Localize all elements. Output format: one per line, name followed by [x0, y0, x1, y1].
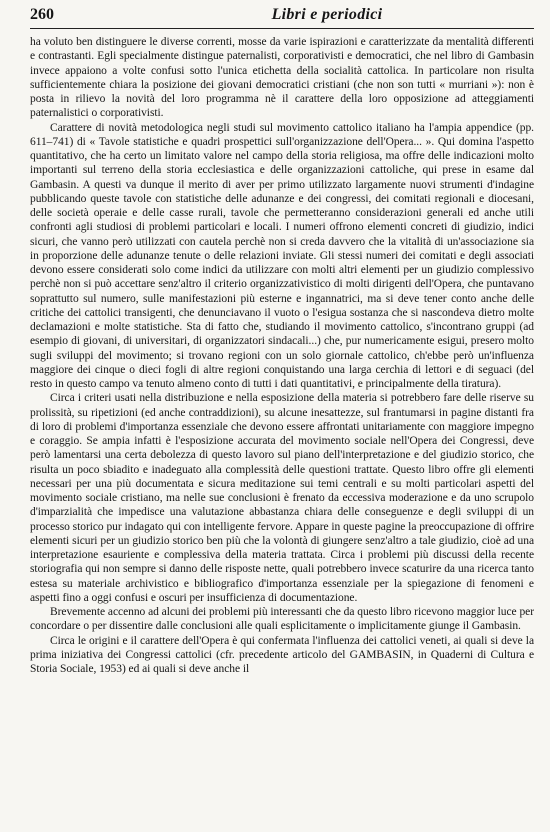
paragraph: Circa i criteri usati nella distribuzione e nella esposizione della materia si potrebbero fare delle riserve su prolissità, su ripetizioni (ed anche contraddizioni), su alcune inesattezze, sul frantumarsi in pagine distanti fra di loro di problemi d'importanza essenziale che devono essere affrontati unitariamente con maggiore impegno e coraggio. Se ampia infatti è l'esposizione accurata del movimento sociale nell'Opera dei Congressi, deve però lamentarsi una certa debolezza di questo lavoro sul piano dell'interpretazione e del giudizio storico, che risulta un poco sbiadito e inadeguato alla complessità delle questioni trattate. Questo libro offre gli elementi necessari per una più documentata e sicura meditazione sui temi centrali e su molti particolari aspetti del movimento sociale cristiano, ma nelle sue conclusioni è frenato da eccessiva moderazione e da uno scrupolo d'imparzialità che impedisce una valutazione abbastanza chiara delle conseguenze e degli sviluppi di un processo storico pur indagato qui con intelligente fervore. Appare in queste pagine la preoccupazione di offrire elementi sicuri per un giudizio storico ben più che la volontà di giungere senz'altro a tale giudizio, cioè ad una interpretazione esauriente e complessiva della materia trattata. Circa i problemi più discussi della recente storiografia qui non sempre si danno delle risposte nette, quali potrebbero invece scaturire da una ricerca tanto estesa su materiale archivistico e bibliografico d'importanza essenziale per la spiegazione di fenomeni e aspetti fino a oggi confusi e oscuri per insufficienza di documentazione. [30, 392, 534, 604]
running-title: Libri e periodici [271, 6, 383, 23]
body-text [30, 35, 534, 676]
paragraph: Brevemente accenno ad alcuni dei problemi più interessanti che da questo libro ricevono maggior luce per concordare o per dissentire dalle conclusioni alle quali esplicitamente o implicitamente giunge il Gambasin. [30, 606, 534, 633]
paragraph: ha voluto ben distinguere le diverse correnti, mosse da varie ispirazioni e caratterizzate da mentalità differenti e contrastanti. Egli specialmente distingue paternalisti, corporativisti e democratici, che nel libro di Gambasin invece appaiono a volte confusi sotto l'unica etichetta della socialità cattolica. In particolare non risulta sufficientemente chiara la posizione dei giovani democratici cristiani (che non son tutti « murriani »): non è posta in rilievo la novità del loro programma nè il carattere della loro opposizione ad atteggiamenti paternalistici o corporativisti. [30, 36, 534, 120]
paragraph: Circa le origini e il carattere dell'Opera è qui confermata l'influenza dei cattolici veneti, ai quali si deve la prima iniziativa dei Congressi cattolici (cfr. precedente articolo del GAMBASIN, in Quaderni di Cultura e Storia Sociale, 1953) ed ai quali si deve anche il [30, 634, 534, 675]
page-header [30, 6, 534, 29]
paragraph: Carattere di novità metodologica negli studi sul movimento cattolico italiano ha l'ampia appendice (pp. 611–741) di « Tavole statistiche e quadri prospettici sull'organizzazione dell'Opera... ». Qui domina l'aspetto quantitativo, che ha certo un limitato valore nel campo della storia religiosa, ma offre delle indicazioni molto importanti sul terreno della storia ecclesiastica e delle organizzazioni cattoliche, qui prese in esame dal Gambasin. A questi va dunque il merito di aver per primo utilizzato largamente nuovi strumenti d'indagine pubblicando queste tavole con statistiche delle adunanze e dei congressi, dei comitati regionali e diocesani, delle società operaie e delle casse rurali, tavole che permetteranno considerazioni generali ed anche utili confronti agli studiosi di problemi particolari e locali. I numeri offrono elementi concreti di giudizio, indici sicuri, che vanno però utilizzati con cautela perchè non si creda davvero che la vitalità di un'associazione sia in proporzione delle adunanze tenute o delle relazioni inviate. Gli stessi numeri dei comitati e degli associati devono essere considerati solo come indici da utilizzare con molti altri elementi per un giudizio complessivo perchè non si può accettare senz'altro il criterio organizzativistico di molti dirigenti dell'Opera, che puntavano soprattutto sul numero, sulle manifestazioni più esterne e ingannatrici, ma si deve tener conto anche delle critiche dei cattolici transigenti, che denunciavano il vuoto o l'esigua sostanza che si nascondeva dietro molte declamazioni e molte statistiche. Sta di fatto che, studiando il movimento cattolico, s'incontrano gruppi (ad esempio di giovani, di universitari, di organizzatori sindacali...) che, pur numericamente esigui, presero molto sugli sviluppi del movimento; si trovano regioni con un solo giornale cattolico, ch'ebbe però un'influenza maggiore dei cinque o dieci fogli di altre regioni conquistando una larga cerchia di lettori e di seguaci (del resto in questo campo va tenuto almeno conto di tutti i dati quantitativi, e principalmente della tiratura). [30, 121, 534, 390]
page-number: 260 [30, 6, 54, 23]
